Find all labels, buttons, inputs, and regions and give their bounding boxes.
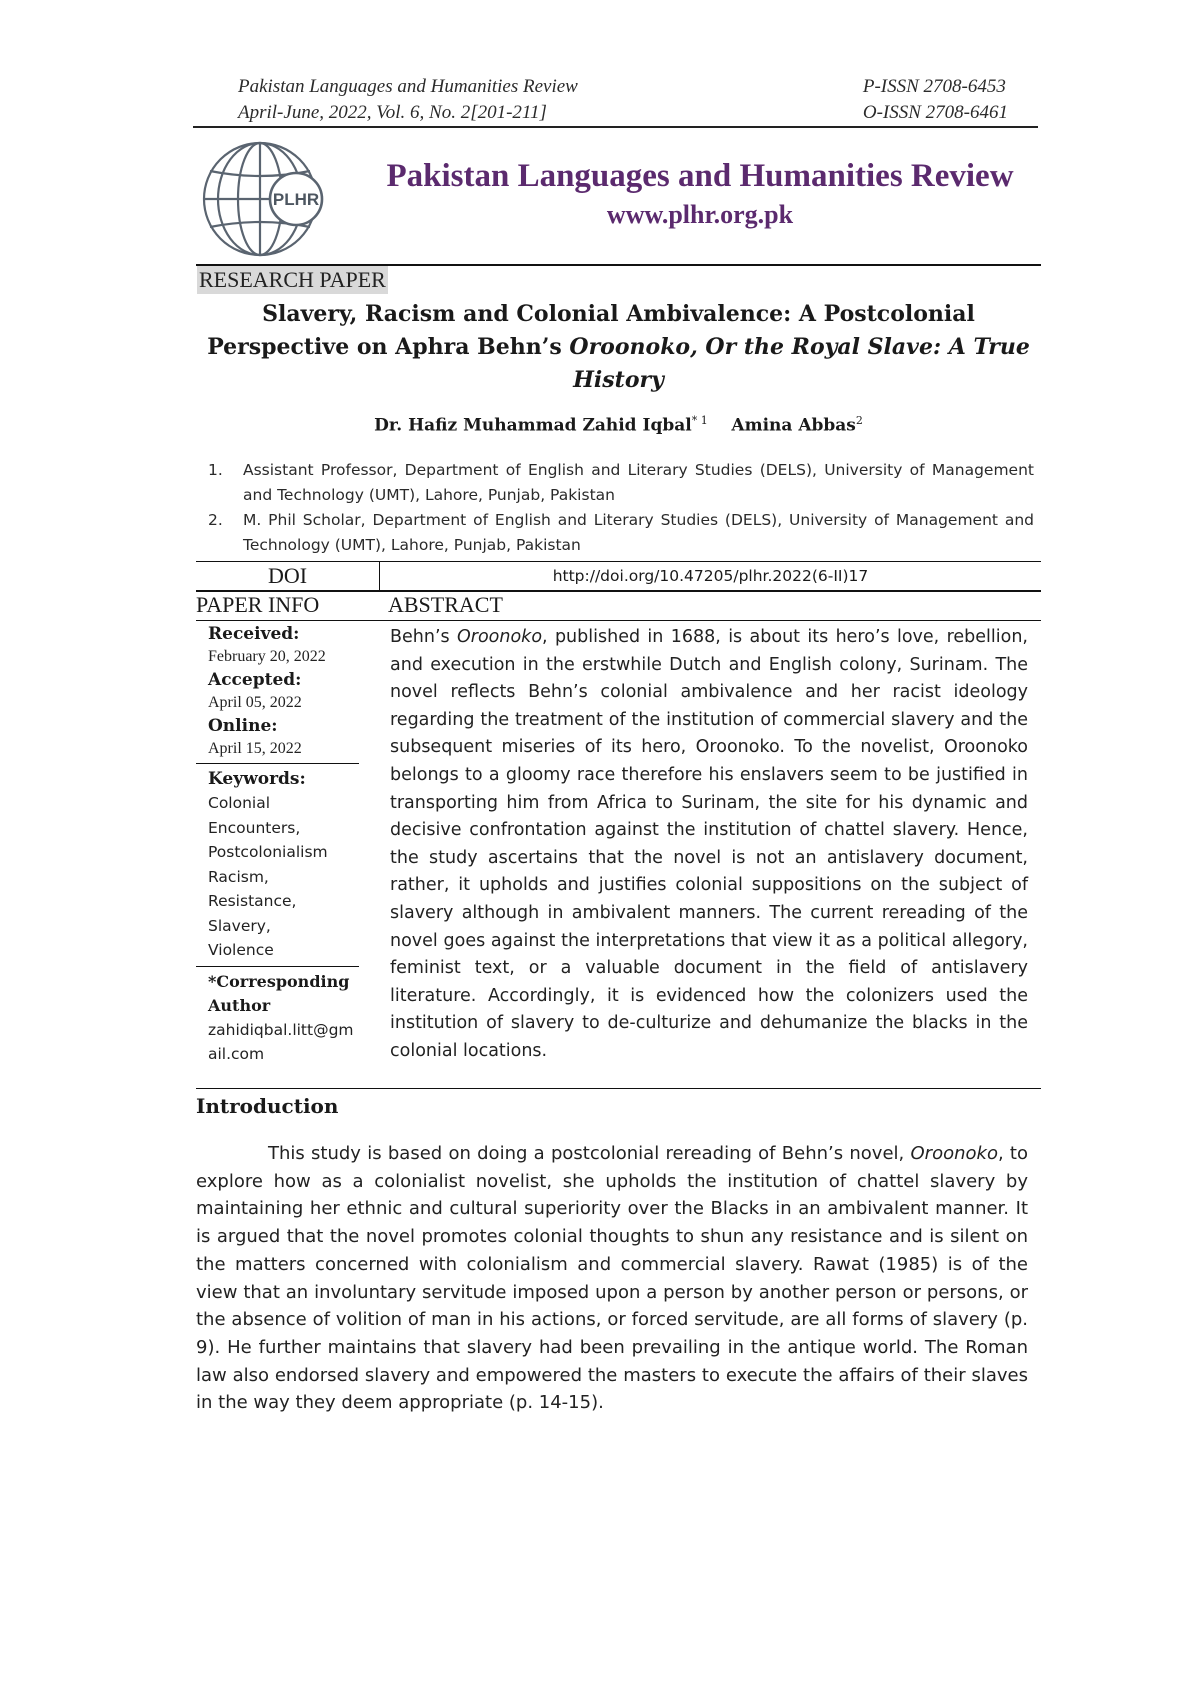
introduction-paragraph <box>196 1140 1028 1417</box>
pissn: P-ISSN 2708-6453 <box>862 76 1006 97</box>
intro-body: , to explore how as a colonialist novelist, she upholds the institution of chattel slavery by maintaining her ethnic and cultural superiority over the Blacks in an ambivalent manner. It is argued that the novel promotes colonial thoughts to shun any resistance and is silent on the matters concerned with colonialism and commercial slavery. Rawat (1985) is of the view that an involuntary servitude imposed upon a person by another person or persons, or the absence of volition of man in his actions, or forced servitude, are all forms of slavery (p. 9). He further maintains that slavery had been prevailing in the antique world. The Roman law also endorsed slavery and empowered the masters to execute the affairs of their slaves in the way they deem appropriate (p. 14-15). <box>196 1143 1029 1414</box>
keyword-item: Slavery, <box>208 916 271 935</box>
keyword-item: Colonial <box>208 794 271 812</box>
keywords-label: Keywords: <box>208 769 306 789</box>
paper-type-label: RESEARCH PAPER <box>199 267 386 292</box>
online-date: April 15, 2022 <box>208 740 302 757</box>
author-2-mark: 2 <box>855 414 863 427</box>
affiliation-item <box>208 458 1034 508</box>
info-divider <box>196 763 359 764</box>
paper-info-column <box>196 622 359 1066</box>
keyword-item: Racism, <box>208 867 269 886</box>
corresponding-author-label: *Corresponding Author <box>208 971 350 1015</box>
intro-lead-italic: Oroonoko <box>910 1143 998 1164</box>
paper-title <box>196 298 1041 397</box>
title-main: Slavery, Racism and Colonial Ambivalence: A Postcolonial Perspective on Aphra Behn’s <box>207 301 975 360</box>
journal-url[interactable]: www.plhr.org.pk <box>606 200 794 229</box>
abstract-lead: Behn’s <box>390 627 457 647</box>
affiliation-number: 2. <box>208 511 223 529</box>
running-header <box>193 74 1038 126</box>
oissn: O-ISSN 2708-6461 <box>862 102 1008 123</box>
abstract-body: , published in 1688, is about its hero’s love, rebellion, and execution in the erstwhile Dutch and English colony, Surinam. The novel reflects Behn’s colonial ambivalence and her racist ideology regarding the treatment of the institution of commercial slavery and the subsequent miseries of its hero, Oroonoko. To the novelist, Oroonoko belongs to a gloomy race therefore his enslavers seem to be justified in transporting him from Africa to Surinam, the site for his dynamic and decisive confrontation against the institution of chattel slavery. Hence, the study ascertains that the novel is not an antislavery document, rather, it upholds and justifies colonial suppositions on the subject of slavery although in ambivalent manners. The current rereading of the novel goes against the interpretations that view it as a political allegory, feminist text, or a valuable document in the field of antislavery literature. Accordingly, it is evidenced how the colonizers used the institution of slavery to de-culturize and dehumanize the blacks in the colonial locations. <box>390 627 1028 1061</box>
author-line <box>196 414 1041 436</box>
author-1: Dr. Hafiz Muhammad Zahid Iqbal <box>374 415 692 436</box>
received-label: Received: <box>208 624 300 644</box>
author-2: Amina Abbas <box>731 415 856 436</box>
abstract-lead-italic: Oroonoko <box>457 627 543 647</box>
affiliation-text: Assistant Professor, Department of English and Literary Studies (DELS), University of Management and Technology (UMT), Lahore, Punjab, Pakistan <box>243 461 1034 504</box>
running-header-right <box>863 74 1008 126</box>
title-italic: Oroonoko, Or the Royal Slave: A True History <box>569 334 1030 393</box>
header-rule <box>193 126 1038 128</box>
logo-text: PLHR <box>272 190 320 209</box>
paper-info-heading: PAPER INFO <box>196 592 320 617</box>
affiliation-text: M. Phil Scholar, Department of English and Literary Studies (DELS), University of Management and Technology (UMT), Lahore, Punjab, Pakistan <box>243 511 1034 554</box>
affiliation-list <box>208 458 1034 558</box>
info-table-bottom-rule <box>196 1088 1041 1089</box>
info-divider <box>196 966 359 967</box>
doi-link[interactable]: http://doi.org/10.47205/plhr.2022(6-II)17 <box>552 567 869 585</box>
abstract-heading: ABSTRACT <box>388 592 503 617</box>
received-date: February 20, 2022 <box>208 648 326 665</box>
running-header-left <box>238 74 578 126</box>
keyword-list <box>196 791 359 963</box>
keyword-item: Encounters, <box>208 818 301 837</box>
introduction-heading: Introduction <box>196 1094 339 1118</box>
abstract-text <box>390 624 1028 1066</box>
online-label: Online: <box>208 716 278 736</box>
doi-label: DOI <box>196 562 380 590</box>
corresponding-email[interactable]: zahidiqbal.litt@gmail.com <box>208 1020 354 1063</box>
accepted-date: April 05, 2022 <box>208 694 302 711</box>
affiliation-number: 1. <box>208 461 223 479</box>
intro-lead: This study is based on doing a postcolonial rereading of Behn’s novel, <box>268 1143 911 1164</box>
keyword-item: Violence <box>208 941 274 959</box>
running-journal: Pakistan Languages and Humanities Review <box>238 76 578 97</box>
accepted-label: Accepted: <box>208 670 302 690</box>
journal-name: Pakistan Languages and Humanities Review <box>386 158 1014 194</box>
plhr-globe-logo <box>196 141 342 257</box>
keyword-item: Resistance, <box>208 892 297 910</box>
author-1-mark: * 1 <box>691 414 708 427</box>
affiliation-item <box>208 508 1034 558</box>
column-heading-rule <box>196 620 1041 621</box>
doi-row <box>196 561 1041 592</box>
keyword-item: Postcolonialism <box>208 843 328 861</box>
running-issue: April-June, 2022, Vol. 6, No. 2[201-211] <box>238 102 547 123</box>
